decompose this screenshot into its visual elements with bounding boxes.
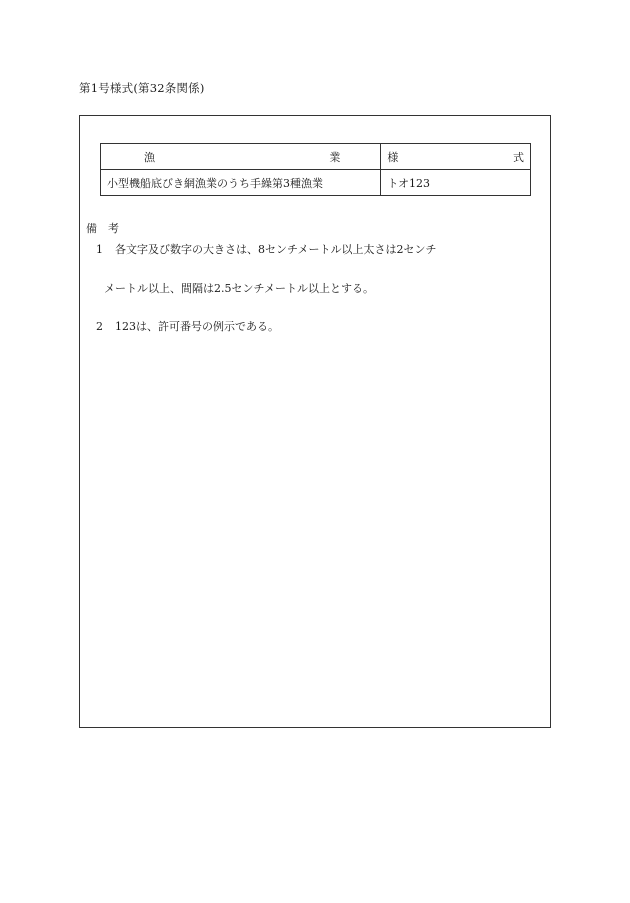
note-item-1-continuation: メートル以上、間隔は2.5センチメートル以上とする。 — [104, 282, 375, 295]
header-fishery-cell — [101, 144, 381, 170]
header-fishery-char-1: 漁 — [144, 150, 155, 164]
table-row — [101, 170, 531, 196]
fishery-name-cell: 小型機船底びき網漁業のうち手繰第3種漁業 — [101, 170, 381, 196]
fishery-table — [100, 143, 531, 196]
header-style-char-1: 様 — [387, 150, 399, 164]
table-header-row — [101, 144, 531, 170]
style-value-cell: トオ123 — [381, 170, 531, 196]
note-number-1: 1 — [96, 243, 103, 256]
form-frame — [79, 115, 551, 728]
header-style-char-2: 式 — [513, 150, 524, 164]
note-text-2: 123は、許可番号の例示である。 — [115, 320, 279, 333]
note-text-1: 各文字及び数字の大きさは、8センチメートル以上太さは2センチ — [115, 243, 437, 256]
header-fishery-char-2: 業 — [329, 150, 341, 164]
notes-title: 備 考 — [86, 222, 119, 235]
note-item-1 — [96, 241, 437, 257]
note-item-2 — [96, 318, 279, 334]
header-style-cell — [381, 144, 531, 170]
note-number-2: 2 — [96, 320, 103, 333]
form-title: 第1号様式(第32条関係) — [79, 81, 205, 95]
